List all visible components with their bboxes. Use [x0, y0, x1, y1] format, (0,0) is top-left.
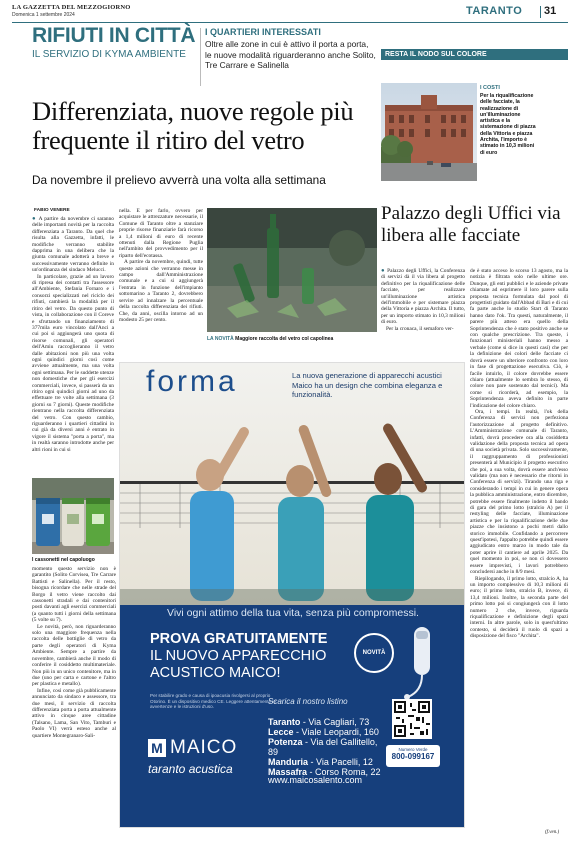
glass-photo [207, 208, 377, 332]
article2-p2: Per la cronaca, il semaforo ver- [386, 325, 454, 332]
store-row: Manduria - Via Pacelli, 12 [268, 757, 373, 767]
qr-code-icon[interactable] [392, 699, 432, 739]
palazzo-photo-image [381, 83, 477, 181]
masthead-rule [12, 22, 568, 23]
sidebox-text: Oltre alle zone in cui è attivo il porta a porta, le nuove modalità riguarderanno anche Solito, Tre Carrare e Salinella [205, 39, 376, 71]
caption-label: LA NOVITÀ [207, 336, 234, 342]
maico-logo-sub: taranto acustica [148, 762, 233, 776]
ad-offer-line2: IL NUOVO APPARECCHIO [150, 648, 327, 664]
store-row: Lecce - Viale Leopardi, 160 [268, 727, 379, 737]
article1-col1b-p2: Le novità, però, non riguarderanno solo una maggiore frequenza nella raccolta delle bottiglie di vetro da parte degli operatori di Kyma Ambiente. Sempre a partire da novembre, cambierà anche il modo di conferire il cosiddetto multimateriale. Non più in un unico contenitore, ma in due (uno per carta e cartone e l'altro per plastica e metallo). [32, 623, 116, 688]
right-banner [381, 49, 568, 60]
city-name: TARANTO [466, 5, 523, 17]
main-subheadline: Da novembre il prelievo avverrà una volta alla settimana [32, 173, 326, 187]
palazzo-photo [381, 83, 477, 181]
article1-col1b-p3: Infine, così come già pubblicamente annunciato da sindaco e assessore, tra due mesi, il servizio di raccolta differenziata porta a porta attualmente attivo in cinque aree cittadine (Talsano, Lama, San Vito, Tamburi e Paolo VI) verrà esteso anche al quartiere Montegranaro-Sali- [32, 687, 116, 739]
byline: FABIO VENERE [34, 208, 70, 213]
photo-label: I COSTI [480, 85, 500, 91]
masthead [12, 4, 568, 20]
article1-col1b [32, 566, 116, 828]
maico-logo-name: MAICO [170, 737, 238, 758]
phone-box[interactable] [386, 745, 440, 767]
page-number: 31 [544, 5, 557, 17]
scan-label: Scarica il nostro listino [268, 697, 348, 706]
phone-number: 800-099167 [391, 752, 435, 761]
article2-headline: Palazzo degli Uffici via libera alle facciate [381, 203, 561, 246]
phone-label: Numero Verde [398, 747, 428, 752]
ad-fine-print: Per stabilire grado e causa di ipoacusia rivolgersi al proprio Otorino. È un dispositivo medico CE. Leggere attentamente le avvertenze e le istruzioni d'uso. [150, 693, 276, 710]
page-divider [540, 6, 541, 18]
ad-offer [150, 631, 380, 682]
store-row: Massafra - Corso Roma, 22 [268, 767, 381, 777]
caption-text: Maggiore raccolta del vetro col capolinea [235, 336, 334, 342]
kicker-divider [200, 28, 201, 86]
sidebox-title: I QUARTIERI INTERESSATI [205, 27, 321, 37]
bullet-icon: ● [381, 268, 388, 274]
article2-col2-p1: de è stato acceso lo scorso 13 agosto, ma la notizia è filtrata solo nelle ultime ore. Dunque, gli enti pubblici e le aziende private chiamate ad esprimere il loro parere sulla proposta tecnica formulata dal pool di progettisti guidato dall'Abbad di Bari e di cui fa parte anche lo studio Start di Taranto hanno dato l'ok. Tra questi, naturalmente, il parere più atteso era quello della Soprintendenza che è stato positivo anche se con qualche prescrizione. Tra queste, i funzionari ministeriali hanno messo a verbale (come si dice in questi casi) che per la definizione dei colori delle facciate ci dovrà essere un ulteriore confronto con loro in fase di progettazione esecutiva. Ciò, è facile intuirlo, il colore dovrebbe essere chiaro (attualmente lo sembra lo stesso, di colore non pare sostenuto dal tecnici). Ma come si ricorderà, ad esempio, la Soprintendenza aveva definito in parte l'indicazione del colore chiaro. [470, 268, 568, 409]
right-banner-text: RESTA IL NODO SUL COLORE [385, 51, 487, 58]
bullet-icon: ● [32, 216, 39, 222]
photo-text: Per la riqualificazione delle facciate, la realizzazione di un'illuminazione artistica e la sistemazione di piazza della Vittoria e piazza Archita, l'importo è stimato in 10,3 milioni di euro [480, 93, 536, 156]
article1-col2-p1: nella. E per farlo, ovvero per acquistare le attrezzature necessarie, il Comune di Taranto oltre a stanziare proprie risorse finanziarie farà ricorso a 1,4 milioni di euro di recente ottenuti dalla Regione Puglia nell'ambito del provvedimento per il riparto dell'ecotassa. [119, 208, 203, 259]
bins-photo [32, 478, 114, 554]
maico-logo-box [148, 737, 256, 759]
glass-bottles-image [207, 208, 377, 332]
maico-ad [119, 362, 465, 828]
article1-col2-p2: A partire da novembre, quindi, tutte queste azioni che verranno messe in campo dall'Amministrazione comunale e a cui si aggiungerà l'entrata in funzione dell'impianto sottomarino a Taranto 2, dovrebbero servire ad innalzare la percentuale della raccolta differenziata dei rifiuti. Che, da anni, oscilla intorno ad un modesto 25 per cento. [119, 259, 203, 323]
ad-tagline: La nuova generazione di apparecchi acustici Maico ha un design che combina eleganza e funzionalità. [292, 371, 443, 400]
bins-image [32, 478, 114, 554]
palazzo-photo-caption [480, 83, 568, 181]
store-row: Potenza - Via del Gallitello, 89 [268, 737, 378, 757]
article2-col2 [470, 268, 568, 828]
maico-m-icon: M [148, 739, 166, 757]
section-kicker: RIFIUTI IN CITTÀ [32, 24, 196, 47]
ad-brand: forma [146, 365, 238, 398]
article2-col1 [381, 268, 465, 358]
store-list [268, 717, 388, 777]
store-row: Taranto - Via Cagliari, 73 [268, 717, 370, 727]
article2-col2-p3: Riepilogando, il primo lotto, stralcio A, ha un importo complessivo di 10,3 milioni di euro; il primo lotto, stralcio B, invece, di 13,4 milioni. Inoltre, la seconda parte del primo lotto poi si congiungerà con il lotto numero 2 che, invece, riguarda riqualificazione e definizione degli spazi interni. In altre parole, solo in quest'ultimo contesto, si deciderà il ruolo di spazi a disposizione del fisco "Archita". [470, 575, 568, 640]
novita-badge-text: NOVITÀ [362, 650, 386, 656]
section-subkicker: IL SERVIZIO DI KYMA AMBIENTE [32, 49, 186, 60]
article1-p1: ● A partire da novembre ci saranno delle importanti novità per la raccolta differenziata a Taranto. Da quel che risulta alla Gazzetta, infatti, le modifiche verranno stabilite dapprima in una delibera che la giunta comunale adotterà a breve e successivamente verranno definite in un'ordinanza del sindaco Melucci. [32, 216, 114, 274]
ad-banner: Vivi ogni attimo della tua vita, senza più compromessi. [167, 607, 419, 619]
signoff: (f.ven.) [545, 830, 560, 835]
novita-badge [354, 633, 394, 673]
article2-p1: ● Palazzo degli Uffici, la Conferenza di servizi dà il via libera al progetto definitivo per la riqualificazione delle facciate, per realizzare un'illuminazione artistica dell'immobile e per sistemare piazza della Vittoria e piazza Archita. Il tutto, per un importo stimato in 10,3 milioni di euro. [381, 268, 465, 326]
article1-col1b-p1: momento questo servizio non è garantito (Solito Corvisea, Tre Carrare Battisti e Salinella). Per il resto, bisogna ricordare che nelle strade del Borgo il vetro viene raccolto dai cassonetti stradali e dai contenitori posti davanti agli esercizi commerciali (a quanto tutti i giorni della settimana (5 volte su 7). [32, 566, 116, 624]
issue-date: Domenica 1 settembre 2024 [12, 12, 75, 18]
ad-website[interactable]: www.maicosalento.com [268, 775, 363, 785]
article1-col2 [119, 208, 203, 334]
paper-name: LA GAZZETTA DEL MEZZOGIORNO [12, 4, 131, 11]
article1-p2: In particolare, grazie ad un lavoro di ripresa dei contatti tra l'assessore all'Ambiente, Stefania Fornaro e i consorzi specializzati nel riciclo dei rifiuti, cambierà la modalità per il ritiro del vetro. Da questo punto di vista, in collaborazione con il Coreve e sfruttando un finanziamento di 377mila euro vincolato dall'Anci a cui poi si aggiungerà uno quota di risorse comunali, gli operatori dell'Amiu raccoglieranno il vetro dalle abitazioni non più una volta ogni quindici giorni così come avviene attualmente, ma una volta ogni settimana. Per le suddette utenze non domestiche che per gli esercizi commerciali, invece, si passerà da un ritiro ogni quindici giorni ad uno da effettuare tre volte alla settimana (3 giorni su 7 giorni). Queste modifiche rientrano nella raccolta differenziata del vetro. Con questo cambio, riguarderanno i quartieri cittadini in cui già da diversi anni è entrato in vigore il sistema "porta a porta", ma in realtà saranno introdotte anche per altri rioni in cui si [32, 273, 114, 453]
maico-logo [148, 737, 256, 776]
ad-offer-line1: PROVA GRATUITAMENTE [150, 631, 328, 647]
main-headline: Differenziata, nuove regole più frequente il ritiro del vetro [32, 96, 354, 155]
glass-photo-caption [207, 336, 377, 342]
article2-col2-p2: Ora, i tempi. In realtà, l'ok della Conferenza di servizi non perfeziona l'autorizzazione al progetto definitivo. L'Amministrazione comunale di Taranto, infatti, dovrà procedere ora alla cosiddetta validazione della proposta tecnica ad opera di una società privata. Solo successivamente, il raggruppamento di professionisti presenterà al Municipio il progetto esecutivo che poi, a sua volta, dovrà essere anch'esso validato (ma non è necessario che ritorni in Conferenza di servizi). Tirando una riga e considerando i tempi in cui in genere opera la pubblica amministrazione, entro dicembre, potrebbe essere finalmente indetto il bando di gara del primo lotto (stralcio A) per il restyling delle facciate, illuminazione artistica e per la riqualificazione delle due piazze che insistono a pochi metri dallo storico immobile. Confidando a percorrere quest'ipotesi, l'appalto potrebbe quindi essere aggiudicato entro marzo in modo tale da poter aprire il cantiere ad aprile 2025. Da quel momento in poi, se non ci dovessero essere imprevisti, i lavori potrebbero concludersi anche in 8/9 mesi. [470, 408, 568, 576]
article1-col1 [32, 216, 114, 474]
hearing-aid-icon [398, 621, 446, 701]
ad-offer-line3: ACUSTICO MAICO! [150, 665, 281, 681]
bins-caption: I cassonetti nel capoluogo [32, 557, 95, 563]
